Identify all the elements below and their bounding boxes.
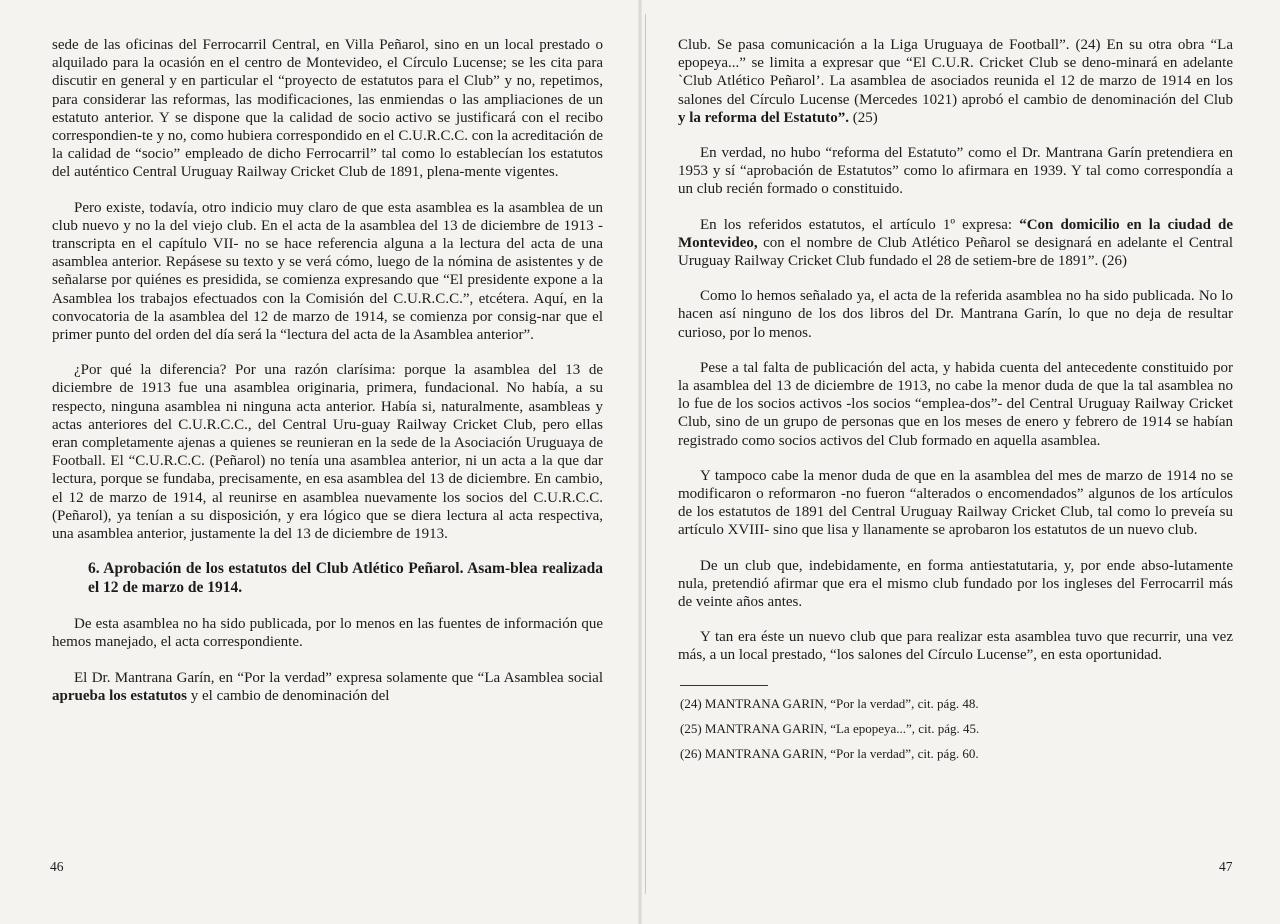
right-paragraph-7: De un club que, indebidamente, en forma antiestatutaria, y, por ende abso-lutamente nula, pretendió afirmar que era el mismo club fundado por los ingleses del Ferrocarril más de veinte años antes. (678, 557, 1233, 611)
right-paragraph-1 (678, 36, 1233, 127)
right-paragraph-2: En verdad, no hubo “reforma del Estatuto” como el Dr. Mantrana Garín pretendiera en 1953 y sí “aprobación de Estatutos” como lo afirmara en 1939. Y tal como correspondía a un club recién formado o constituido. (678, 145, 1233, 198)
right-paragraph-8: Y tan era éste un nuevo club que para realizar esta asamblea tuvo que recurrir, una vez más, a un local prestado, “los salones del Círculo Lucense”, en esta oportunidad. (678, 629, 1233, 664)
text-run: (25) (848, 109, 878, 126)
section-heading: 6. Aprobación de los estatutos del Club Atlético Peñarol. Asam-blea realizada el 12 de marzo de 1914. (88, 560, 603, 596)
text-run: En los referidos estatutos, el artículo 1º expresa: (700, 216, 1020, 233)
bold-text-run: aprueba los estatutos (52, 687, 188, 704)
left-paragraph-1: sede de las oficinas del Ferrocarril Central, en Villa Peñarol, sino en un local prestado o alquilado para la ocasión en el centro de Montevideo, el Círculo Lucense; se les cita para discutir en general y en particular el “proyecto de estatutos para el Club” y no, repetimos, para considerar las reformas, las modificaciones, las enmiendas o las ampliaciones de un estatuto anterior. Y se dispone que la calidad de socio activo se justificará con el recibo correspondien-te y no, como hubiera correspondido en el C.U.R.C.C. con la acreditación de la calidad de “socio” empleado de dicho Ferrocarril” tal como lo establecían los estatutos del auténtico Central Uruguay Railway Cricket Club de 1891, plena-mente vigentes. (52, 37, 603, 181)
left-text-column (52, 36, 603, 722)
footnote-25: (25) MANTRANA GARIN, “La epopeya...”, cit. pág. 45. (680, 720, 980, 736)
right-page (640, 0, 1280, 924)
text-run: El Dr. Mantrana Garín, en “Por la verdad” expresa solamente que “La Asamblea social (74, 669, 603, 686)
right-paragraph-4: Como lo hemos señalado ya, el acta de la referida asamblea no ha sido publicada. No lo hacen así ninguno de los dos libros del Dr. Mantrana Garín, lo que no deja de resultar curioso, por lo menos. (678, 288, 1233, 341)
bold-text-run: y la reforma del Estatuto”. (678, 109, 849, 126)
text-run: y el cambio de denominación del (187, 687, 390, 704)
page-number-right: 47 (1219, 859, 1233, 874)
footnote-26: (26) MANTRANA GARIN, “Por la verdad”, cit. pág. 60. (680, 745, 979, 761)
left-paragraph-5 (52, 669, 603, 705)
left-paragraph-4: De esta asamblea no ha sido publicada, por lo menos en las fuentes de información que hemos manejado, el acta correspondiente. (52, 616, 603, 651)
right-paragraph-6: Y tampoco cabe la menor duda de que en la asamblea del mes de marzo de 1914 no se modificaron o reformaron -no fueron “alterados o encomendados” algunos de los artículos de los estatutos de 1891 del Central Uruguay Railway Cricket Club, tal como lo preveía su artículo XVIII- sino que lisa y llanamente se aprobaron los estatutos de un nuevo club. (678, 467, 1233, 539)
footnote-rule (680, 685, 768, 686)
page-number-left: 46 (50, 859, 64, 874)
right-paragraph-5: Pese a tal falta de publicación del acta, y habida cuenta del antecedente constituido por la asamblea del 13 de diciembre de 1913, no cabe la menor duda de que la tal asamblea no lo fue de los socios activos -los socios “emplea-dos”- del Central Uruguay Railway Cricket Club, sino de un grupo de personas que en los meses de enero y febrero de 1914 se habían registrado como socios activos del Club formado en aquella asamblea. (678, 359, 1233, 449)
right-paragraph-3 (678, 216, 1233, 271)
left-paragraph-2: Pero existe, todavía, otro indicio muy claro de que esta asamblea es la asamblea de un club nuevo y no la del viejo club. En el acta de la asamblea del 13 de diciembre de 1913 -transcripta en el capítulo VII- no se hace referencia alguna a la lectura del acta de una asamblea anterior. Repásese su texto y se verá cómo, luego de la nómina de asistentes y de señalarse por quiénes es presidida, se comienza expresando que “El presidente expone a la Asamblea los trabajos efectuados con la Comisión del C.U.R.C.C.”, etcétera. Aquí, en la convocatoria de la asamblea del 12 de marzo de 1914, se comienza por consig-nar que el primer punto del orden del día será la “lectura del acta de la Asamblea anterior”. (52, 199, 603, 344)
left-paragraph-3: ¿Por qué la diferencia? Por una razón clarísima: porque la asamblea del 13 de diciembre de 1913 fue una asamblea originaria, primera, fundacional. No había, a su respecto, ninguna asamblea ni ninguna acta anterior. Había si, naturalmente, asambleas y actas anteriores del C.U.R.C.C., del Central Uru-guay Railway Cricket Club, pero ellas eran completamente ajenas a quienes se reunieran en la sede de la Asociación Uruguaya de Football. El “C.U.R.C.C. (Peñarol) no tenía una asamblea anterior, ni un acta a la que dar lectura, porque se fundaba, precisamente, en esa asamblea del 13 de diciembre. En cambio, el 12 de marzo de 1914, al reunirse en asamblea nuevamente los socios del C.U.R.C.C. (Peñarol), ya tenían a su disposición, y era lógico que se diera lectura al acta respectiva, una asamblea anterior, justamente la del 13 de diciembre de 1913. (52, 362, 603, 543)
right-text-column (678, 36, 1233, 771)
footnotes (678, 685, 1233, 762)
bold-text-run: “Con domicilio en la ciudad de Montevideo, (678, 216, 1234, 251)
text-run: con el nombre de Club Atlético Peñarol se designará en adelante el Central Uruguay Railway Cricket Club fundado el 28 de setiem-bre de 1891”. (26) (678, 234, 1233, 270)
text-run: Club. Se pasa comunicación a la Liga Uruguaya de Football”. (24) En su otra obra “La epopeya...” se limita a expresar que “El C.U.R. Cricket Club se deno-minará en adelante `Club Atlético Peñarol’. La asamblea de asociados reunida el 12 de marzo de 1914 en los salones del Círculo Lucense (Mercedes 1021) aprobó el cambio de denominación del Club (678, 37, 1233, 108)
footnote-24: (24) MANTRANA GARIN, “Por la verdad”, cit. pág. 48. (680, 695, 979, 711)
